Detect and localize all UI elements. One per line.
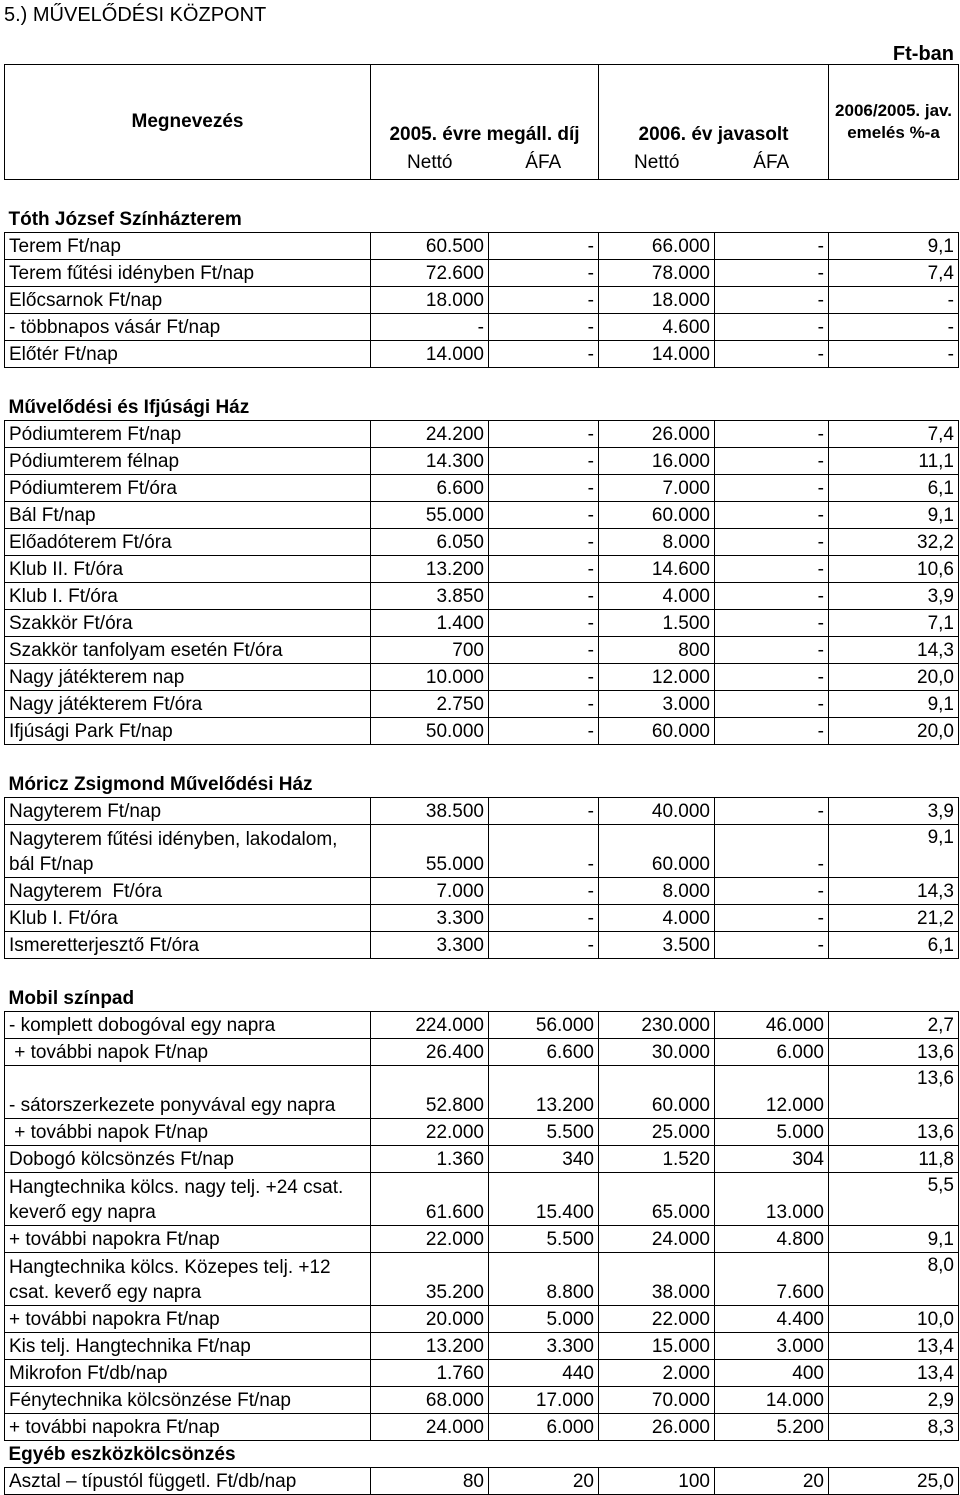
cell-afa-2005: 340 bbox=[489, 1145, 599, 1172]
table-row bbox=[5, 717, 959, 744]
table-row bbox=[5, 313, 959, 340]
cell-netto-2006: 40.000 bbox=[599, 797, 715, 824]
section-header-row bbox=[5, 1440, 959, 1467]
cell-increase: 10,0 bbox=[829, 1305, 959, 1332]
cell-afa-2005: - bbox=[489, 717, 599, 744]
cell-afa-2005: 3.300 bbox=[489, 1332, 599, 1359]
table-row bbox=[5, 663, 959, 690]
cell-increase: 2,9 bbox=[829, 1386, 959, 1413]
header-afa-2005: ÁFA bbox=[489, 147, 599, 179]
row-name: Előadóterem Ft/óra bbox=[5, 528, 371, 555]
cell-increase: 14,3 bbox=[829, 636, 959, 663]
cell-increase: 13,6 bbox=[829, 1038, 959, 1065]
cell-increase: 13,4 bbox=[829, 1359, 959, 1386]
header-increase: 2006/2005. jav. emelés %-a bbox=[829, 65, 959, 180]
cell-increase: 2,7 bbox=[829, 1011, 959, 1038]
row-name: Terem fűtési idényben Ft/nap bbox=[5, 259, 371, 286]
cell-afa-2006: - bbox=[715, 717, 829, 744]
cell-afa-2005: 17.000 bbox=[489, 1386, 599, 1413]
cell-netto-2005: 6.050 bbox=[371, 528, 489, 555]
row-name: Nagy játékterem Ft/óra bbox=[5, 690, 371, 717]
row-name: Klub II. Ft/óra bbox=[5, 555, 371, 582]
table-row bbox=[5, 1305, 959, 1332]
cell-netto-2005: 13.200 bbox=[371, 1332, 489, 1359]
cell-increase: 9,1 bbox=[829, 690, 959, 717]
cell-afa-2005: - bbox=[489, 232, 599, 259]
cell-netto-2006: 18.000 bbox=[599, 286, 715, 313]
cell-netto-2005: 72.600 bbox=[371, 259, 489, 286]
cell-netto-2006: 2.000 bbox=[599, 1359, 715, 1386]
cell-increase: 7,1 bbox=[829, 609, 959, 636]
cell-netto-2006: 1.520 bbox=[599, 1145, 715, 1172]
table-row bbox=[5, 877, 959, 904]
section-header-row bbox=[5, 771, 959, 798]
row-name: Szakkör Ft/óra bbox=[5, 609, 371, 636]
cell-afa-2006: - bbox=[715, 609, 829, 636]
cell-afa-2005: - bbox=[489, 420, 599, 447]
cell-netto-2006: 78.000 bbox=[599, 259, 715, 286]
cell-afa-2006: - bbox=[715, 340, 829, 367]
cell-increase: 6,1 bbox=[829, 474, 959, 501]
cell-afa-2006: - bbox=[715, 797, 829, 824]
table-row bbox=[5, 1225, 959, 1252]
section-title: Művelődési és Ifjúsági Ház bbox=[8, 396, 250, 418]
cell-increase: 13,4 bbox=[829, 1332, 959, 1359]
cell-increase: 9,1 bbox=[829, 824, 959, 877]
cell-afa-2005: - bbox=[489, 555, 599, 582]
spacer-row bbox=[5, 367, 959, 394]
page-title: 5.) MŰVELŐDÉSI KÖZPONT bbox=[4, 4, 267, 26]
row-name: Előtér Ft/nap bbox=[5, 340, 371, 367]
cell-netto-2006: 3.000 bbox=[599, 690, 715, 717]
cell-increase: 3,9 bbox=[829, 797, 959, 824]
cell-increase: 9,1 bbox=[829, 232, 959, 259]
currency-unit: Ft-ban bbox=[892, 43, 954, 65]
table-row bbox=[5, 1038, 959, 1065]
cell-netto-2006: 8.000 bbox=[599, 877, 715, 904]
header-netto-2006: Nettó bbox=[599, 147, 715, 179]
table-row bbox=[5, 501, 959, 528]
cell-increase: 21,2 bbox=[829, 904, 959, 931]
cell-afa-2005: 5.500 bbox=[489, 1118, 599, 1145]
cell-afa-2006: - bbox=[715, 904, 829, 931]
cell-afa-2006: - bbox=[715, 259, 829, 286]
table-row bbox=[5, 1065, 959, 1118]
cell-afa-2006: - bbox=[715, 582, 829, 609]
cell-netto-2005: 1.400 bbox=[371, 609, 489, 636]
cell-afa-2005: - bbox=[489, 313, 599, 340]
row-name: Terem Ft/nap bbox=[5, 232, 371, 259]
cell-increase: 8,0 bbox=[829, 1252, 959, 1305]
table-row bbox=[5, 420, 959, 447]
cell-netto-2006: 4.000 bbox=[599, 582, 715, 609]
table-row bbox=[5, 1359, 959, 1386]
cell-netto-2005: 2.750 bbox=[371, 690, 489, 717]
cell-netto-2005: 24.000 bbox=[371, 1413, 489, 1440]
cell-afa-2005: - bbox=[489, 877, 599, 904]
cell-afa-2005: 5.000 bbox=[489, 1305, 599, 1332]
cell-netto-2006: 30.000 bbox=[599, 1038, 715, 1065]
cell-afa-2006: - bbox=[715, 663, 829, 690]
cell-netto-2005: 55.000 bbox=[371, 501, 489, 528]
cell-afa-2005: - bbox=[489, 582, 599, 609]
row-name: Klub I. Ft/óra bbox=[5, 904, 371, 931]
table-row bbox=[5, 474, 959, 501]
cell-afa-2006: - bbox=[715, 501, 829, 528]
row-name: Asztal – típustól függetl. Ft/db/nap bbox=[5, 1467, 371, 1494]
table-row bbox=[5, 1467, 959, 1494]
cell-afa-2005: - bbox=[489, 904, 599, 931]
cell-netto-2005: 3.300 bbox=[371, 904, 489, 931]
table-row bbox=[5, 447, 959, 474]
cell-netto-2005: 38.500 bbox=[371, 797, 489, 824]
cell-afa-2005: 13.200 bbox=[489, 1065, 599, 1118]
cell-netto-2005: 26.400 bbox=[371, 1038, 489, 1065]
section-title: Mobil színpad bbox=[8, 987, 135, 1009]
cell-afa-2005: 6.000 bbox=[489, 1413, 599, 1440]
cell-netto-2005: 224.000 bbox=[371, 1011, 489, 1038]
cell-netto-2006: 3.500 bbox=[599, 931, 715, 958]
cell-netto-2005: 1.360 bbox=[371, 1145, 489, 1172]
cell-netto-2005: 52.800 bbox=[371, 1065, 489, 1118]
cell-netto-2006: 230.000 bbox=[599, 1011, 715, 1038]
cell-netto-2006: 65.000 bbox=[599, 1172, 715, 1225]
cell-afa-2006: 13.000 bbox=[715, 1172, 829, 1225]
table-row bbox=[5, 1252, 959, 1305]
cell-increase: 6,1 bbox=[829, 931, 959, 958]
cell-netto-2005: 61.600 bbox=[371, 1172, 489, 1225]
cell-afa-2005: - bbox=[489, 663, 599, 690]
table-row bbox=[5, 528, 959, 555]
row-name: Nagy játékterem nap bbox=[5, 663, 371, 690]
row-name: + további napokra Ft/nap bbox=[5, 1413, 371, 1440]
row-name: Hangtechnika kölcs. Közepes telj. +12 csat. keverő egy napra bbox=[5, 1252, 371, 1305]
cell-afa-2005: - bbox=[489, 474, 599, 501]
cell-afa-2005: - bbox=[489, 447, 599, 474]
cell-afa-2006: 3.000 bbox=[715, 1332, 829, 1359]
row-name: Nagyterem Ft/nap bbox=[5, 797, 371, 824]
cell-netto-2006: 8.000 bbox=[599, 528, 715, 555]
cell-increase: 8,3 bbox=[829, 1413, 959, 1440]
cell-increase: 13,6 bbox=[829, 1065, 959, 1118]
cell-afa-2005: - bbox=[489, 340, 599, 367]
row-name: Kis telj. Hangtechnika Ft/nap bbox=[5, 1332, 371, 1359]
row-name: Bál Ft/nap bbox=[5, 501, 371, 528]
cell-afa-2005: - bbox=[489, 259, 599, 286]
row-name: Ismeretterjesztő Ft/óra bbox=[5, 931, 371, 958]
table-row bbox=[5, 636, 959, 663]
cell-afa-2005: - bbox=[489, 931, 599, 958]
table-row bbox=[5, 931, 959, 958]
cell-afa-2005: - bbox=[489, 824, 599, 877]
cell-netto-2005: 35.200 bbox=[371, 1252, 489, 1305]
row-name: Fénytechnika kölcsönzése Ft/nap bbox=[5, 1386, 371, 1413]
section-header-row bbox=[5, 206, 959, 233]
cell-netto-2006: 4.000 bbox=[599, 904, 715, 931]
section-title: Tóth József Színházterem bbox=[8, 208, 242, 230]
section-header-row bbox=[5, 394, 959, 421]
row-name: Hangtechnika kölcs. nagy telj. +24 csat. keverő egy napra bbox=[5, 1172, 371, 1225]
cell-netto-2005: 20.000 bbox=[371, 1305, 489, 1332]
row-name: Nagyterem fűtési idényben, lakodalom, bál Ft/nap bbox=[5, 824, 371, 877]
cell-netto-2006: 70.000 bbox=[599, 1386, 715, 1413]
cell-increase: 13,6 bbox=[829, 1118, 959, 1145]
cell-afa-2006: 5.200 bbox=[715, 1413, 829, 1440]
cell-netto-2006: 38.000 bbox=[599, 1252, 715, 1305]
spacer-row bbox=[5, 179, 959, 206]
table-row bbox=[5, 582, 959, 609]
cell-afa-2006: - bbox=[715, 286, 829, 313]
table-row bbox=[5, 1118, 959, 1145]
cell-increase: 25,0 bbox=[829, 1467, 959, 1494]
cell-increase: 14,3 bbox=[829, 877, 959, 904]
cell-afa-2006: 7.600 bbox=[715, 1252, 829, 1305]
table-row bbox=[5, 824, 959, 877]
cell-increase: 9,1 bbox=[829, 501, 959, 528]
cell-afa-2006: - bbox=[715, 931, 829, 958]
cell-increase: 11,8 bbox=[829, 1145, 959, 1172]
cell-netto-2005: 14.300 bbox=[371, 447, 489, 474]
cell-netto-2006: 60.000 bbox=[599, 717, 715, 744]
header-name: Megnevezés bbox=[5, 65, 371, 180]
cell-netto-2006: 14.600 bbox=[599, 555, 715, 582]
cell-afa-2005: 8.800 bbox=[489, 1252, 599, 1305]
header-netto-2005: Nettó bbox=[371, 147, 489, 179]
cell-netto-2005: 55.000 bbox=[371, 824, 489, 877]
cell-afa-2005: - bbox=[489, 528, 599, 555]
row-name: Szakkör tanfolyam esetén Ft/óra bbox=[5, 636, 371, 663]
cell-increase: 20,0 bbox=[829, 663, 959, 690]
cell-afa-2006: - bbox=[715, 313, 829, 340]
header-afa-2006: ÁFA bbox=[715, 147, 829, 179]
table-row bbox=[5, 609, 959, 636]
cell-netto-2006: 25.000 bbox=[599, 1118, 715, 1145]
cell-afa-2005: 6.600 bbox=[489, 1038, 599, 1065]
cell-netto-2005: 13.200 bbox=[371, 555, 489, 582]
cell-afa-2005: 440 bbox=[489, 1359, 599, 1386]
cell-netto-2006: 15.000 bbox=[599, 1332, 715, 1359]
cell-increase: 9,1 bbox=[829, 1225, 959, 1252]
cell-netto-2005: 7.000 bbox=[371, 877, 489, 904]
cell-afa-2006: 12.000 bbox=[715, 1065, 829, 1118]
cell-afa-2006: - bbox=[715, 636, 829, 663]
table-row bbox=[5, 690, 959, 717]
row-name: Ifjúsági Park Ft/nap bbox=[5, 717, 371, 744]
header-2006: 2006. év javasolt bbox=[599, 65, 829, 148]
cell-afa-2006: 400 bbox=[715, 1359, 829, 1386]
cell-increase: 3,9 bbox=[829, 582, 959, 609]
cell-increase: 7,4 bbox=[829, 420, 959, 447]
table-row bbox=[5, 259, 959, 286]
table-row bbox=[5, 340, 959, 367]
cell-increase: 20,0 bbox=[829, 717, 959, 744]
cell-afa-2006: - bbox=[715, 690, 829, 717]
row-name: Dobogó kölcsönzés Ft/nap bbox=[5, 1145, 371, 1172]
cell-netto-2005: 24.200 bbox=[371, 420, 489, 447]
row-name: Nagyterem Ft/óra bbox=[5, 877, 371, 904]
table-row bbox=[5, 1172, 959, 1225]
row-name: Klub I. Ft/óra bbox=[5, 582, 371, 609]
cell-netto-2005: 6.600 bbox=[371, 474, 489, 501]
cell-netto-2006: 24.000 bbox=[599, 1225, 715, 1252]
cell-increase: - bbox=[829, 340, 959, 367]
cell-afa-2005: - bbox=[489, 609, 599, 636]
row-name: - többnapos vásár Ft/nap bbox=[5, 313, 371, 340]
table-row bbox=[5, 1145, 959, 1172]
cell-increase: 11,1 bbox=[829, 447, 959, 474]
cell-netto-2006: 66.000 bbox=[599, 232, 715, 259]
cell-afa-2005: 5.500 bbox=[489, 1225, 599, 1252]
cell-netto-2006: 100 bbox=[599, 1467, 715, 1494]
cell-afa-2006: 14.000 bbox=[715, 1386, 829, 1413]
row-name: - sátorszerkezete ponyvával egy napra bbox=[5, 1065, 371, 1118]
table-row bbox=[5, 555, 959, 582]
row-name: - komplett dobogóval egy napra bbox=[5, 1011, 371, 1038]
cell-increase: - bbox=[829, 313, 959, 340]
cell-netto-2005: 10.000 bbox=[371, 663, 489, 690]
cell-netto-2006: 26.000 bbox=[599, 1413, 715, 1440]
cell-netto-2005: 18.000 bbox=[371, 286, 489, 313]
cell-netto-2005: 22.000 bbox=[371, 1118, 489, 1145]
cell-afa-2005: - bbox=[489, 636, 599, 663]
cell-netto-2006: 22.000 bbox=[599, 1305, 715, 1332]
cell-increase: 5,5 bbox=[829, 1172, 959, 1225]
cell-afa-2005: 20 bbox=[489, 1467, 599, 1494]
spacer-row bbox=[5, 958, 959, 985]
fee-table bbox=[4, 64, 959, 1495]
cell-increase: 7,4 bbox=[829, 259, 959, 286]
row-name: Mikrofon Ft/db/nap bbox=[5, 1359, 371, 1386]
cell-netto-2005: 80 bbox=[371, 1467, 489, 1494]
cell-netto-2006: 12.000 bbox=[599, 663, 715, 690]
cell-afa-2005: - bbox=[489, 286, 599, 313]
section-header-row bbox=[5, 985, 959, 1012]
cell-netto-2005: 14.000 bbox=[371, 340, 489, 367]
cell-netto-2005: 50.000 bbox=[371, 717, 489, 744]
cell-afa-2006: 304 bbox=[715, 1145, 829, 1172]
row-name: + további napokra Ft/nap bbox=[5, 1305, 371, 1332]
cell-netto-2005: 68.000 bbox=[371, 1386, 489, 1413]
table-row bbox=[5, 904, 959, 931]
cell-afa-2006: 6.000 bbox=[715, 1038, 829, 1065]
cell-netto-2006: 60.000 bbox=[599, 824, 715, 877]
cell-afa-2005: 56.000 bbox=[489, 1011, 599, 1038]
cell-afa-2006: - bbox=[715, 528, 829, 555]
cell-netto-2006: 60.000 bbox=[599, 501, 715, 528]
cell-increase: 10,6 bbox=[829, 555, 959, 582]
cell-netto-2006: 1.500 bbox=[599, 609, 715, 636]
cell-netto-2006: 16.000 bbox=[599, 447, 715, 474]
table-row bbox=[5, 1413, 959, 1440]
cell-afa-2006: - bbox=[715, 877, 829, 904]
cell-netto-2005: 3.300 bbox=[371, 931, 489, 958]
cell-netto-2006: 4.600 bbox=[599, 313, 715, 340]
cell-netto-2005: - bbox=[371, 313, 489, 340]
table-row bbox=[5, 232, 959, 259]
section-title: Egyéb eszközkölcsönzés bbox=[8, 1443, 236, 1465]
cell-increase: - bbox=[829, 286, 959, 313]
cell-afa-2006: - bbox=[715, 447, 829, 474]
table-row bbox=[5, 286, 959, 313]
cell-afa-2006: 4.400 bbox=[715, 1305, 829, 1332]
row-name: + további napokra Ft/nap bbox=[5, 1225, 371, 1252]
cell-afa-2005: - bbox=[489, 501, 599, 528]
cell-netto-2006: 800 bbox=[599, 636, 715, 663]
cell-netto-2006: 14.000 bbox=[599, 340, 715, 367]
table-row bbox=[5, 1332, 959, 1359]
row-name: + további napok Ft/nap bbox=[5, 1038, 371, 1065]
table-row bbox=[5, 797, 959, 824]
cell-netto-2006: 26.000 bbox=[599, 420, 715, 447]
cell-increase: 32,2 bbox=[829, 528, 959, 555]
cell-afa-2006: 4.800 bbox=[715, 1225, 829, 1252]
cell-afa-2005: - bbox=[489, 690, 599, 717]
row-name: Pódiumterem Ft/óra bbox=[5, 474, 371, 501]
row-name: Pódiumterem félnap bbox=[5, 447, 371, 474]
cell-afa-2005: 15.400 bbox=[489, 1172, 599, 1225]
cell-netto-2005: 22.000 bbox=[371, 1225, 489, 1252]
row-name: + további napok Ft/nap bbox=[5, 1118, 371, 1145]
table-row bbox=[5, 1011, 959, 1038]
cell-afa-2006: 46.000 bbox=[715, 1011, 829, 1038]
table-row bbox=[5, 1386, 959, 1413]
cell-afa-2006: 5.000 bbox=[715, 1118, 829, 1145]
cell-netto-2006: 60.000 bbox=[599, 1065, 715, 1118]
row-name: Pódiumterem Ft/nap bbox=[5, 420, 371, 447]
header-2005: 2005. évre megáll. díj bbox=[371, 65, 599, 148]
cell-afa-2006: - bbox=[715, 824, 829, 877]
cell-afa-2006: - bbox=[715, 232, 829, 259]
cell-afa-2006: - bbox=[715, 420, 829, 447]
cell-afa-2006: - bbox=[715, 555, 829, 582]
cell-netto-2005: 1.760 bbox=[371, 1359, 489, 1386]
row-name: Előcsarnok Ft/nap bbox=[5, 286, 371, 313]
spacer-row bbox=[5, 744, 959, 771]
cell-netto-2006: 7.000 bbox=[599, 474, 715, 501]
cell-afa-2006: 20 bbox=[715, 1467, 829, 1494]
cell-afa-2005: - bbox=[489, 797, 599, 824]
cell-netto-2005: 3.850 bbox=[371, 582, 489, 609]
section-title: Móricz Zsigmond Művelődési Ház bbox=[8, 773, 313, 795]
cell-afa-2006: - bbox=[715, 474, 829, 501]
cell-netto-2005: 700 bbox=[371, 636, 489, 663]
cell-netto-2005: 60.500 bbox=[371, 232, 489, 259]
